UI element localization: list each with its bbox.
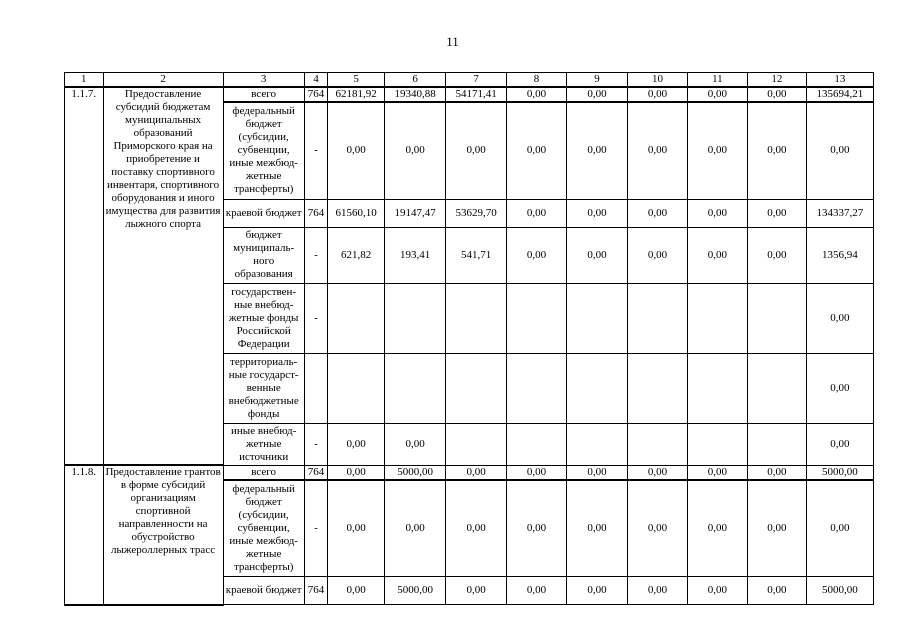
- table-cell: 0,00: [687, 102, 747, 199]
- table-cell: 0,00: [446, 577, 507, 605]
- funding-source: краевой бюджет: [223, 199, 304, 227]
- item-name: Предоставление грантов в форме субсидий организациям спортивной направленности на обустройство лыжероллерных трасс: [103, 465, 223, 605]
- funding-source: всего: [223, 465, 304, 480]
- table-cell: 193,41: [385, 227, 446, 283]
- page-number: 11: [446, 34, 459, 49]
- table-cell: 764: [304, 465, 327, 480]
- table-cell: 541,71: [446, 227, 507, 283]
- table-cell: 0,00: [806, 353, 873, 423]
- table-cell: 0,00: [747, 87, 806, 102]
- table-cell: 19340,88: [385, 87, 446, 102]
- table-cell: [687, 283, 747, 353]
- table-cell: [385, 283, 446, 353]
- table-cell: -: [304, 423, 327, 465]
- column-header: 6: [385, 73, 446, 88]
- table-cell: [687, 353, 747, 423]
- table-cell: [627, 423, 687, 465]
- table-cell: 19147,47: [385, 199, 446, 227]
- table-cell: 0,00: [687, 199, 747, 227]
- table-cell: [328, 283, 385, 353]
- table-cell: 0,00: [567, 102, 628, 199]
- item-code: 1.1.7.: [65, 87, 104, 465]
- funding-source: бюджет муниципаль-ного образования: [223, 227, 304, 283]
- table-cell: -: [304, 227, 327, 283]
- budget-table: [64, 72, 874, 606]
- table-cell: 0,00: [446, 465, 507, 480]
- column-header: 5: [328, 73, 385, 88]
- table-cell: [747, 423, 806, 465]
- table-cell: 5000,00: [385, 465, 446, 480]
- funding-source: территориаль-ные государст-венные внебюджетные фонды: [223, 353, 304, 423]
- table-cell: [747, 283, 806, 353]
- table-cell: 0,00: [328, 480, 385, 577]
- table-cell: 0,00: [627, 577, 687, 605]
- table-cell: 135694,21: [806, 87, 873, 102]
- table-cell: 0,00: [446, 102, 507, 199]
- table-cell: 62181,92: [328, 87, 385, 102]
- table-cell: 0,00: [627, 480, 687, 577]
- table-cell: 0,00: [627, 102, 687, 199]
- column-header: 3: [223, 73, 304, 88]
- column-header: 4: [304, 73, 327, 88]
- table-cell: 0,00: [507, 102, 567, 199]
- table-cell: [446, 423, 507, 465]
- table-cell: 0,00: [385, 102, 446, 199]
- item-name: Предоставление субсидий бюджетам муниципальных образований Приморского края на приобретение и поставку спортивного инвентаря, спортивного оборудования и иного имущества для развития лыжного спорта: [103, 87, 223, 465]
- table-cell: [446, 283, 507, 353]
- table-cell: [385, 353, 446, 423]
- table-cell: [446, 353, 507, 423]
- table-cell: 0,00: [747, 102, 806, 199]
- table-cell: 764: [304, 577, 327, 605]
- table-cell: [627, 353, 687, 423]
- table-cell: 0,00: [328, 423, 385, 465]
- funding-source: федеральный бюджет (субсидии, субвенции, иные межбюд-жетные трансферты): [223, 480, 304, 577]
- table-cell: [328, 353, 385, 423]
- table-cell: 0,00: [627, 465, 687, 480]
- table-cell: 0,00: [627, 199, 687, 227]
- table-cell: [304, 353, 327, 423]
- table-cell: 53629,70: [446, 199, 507, 227]
- table-cell: [507, 283, 567, 353]
- table-cell: 0,00: [446, 480, 507, 577]
- table-cell: -: [304, 283, 327, 353]
- table-cell: 0,00: [806, 102, 873, 199]
- column-header: 12: [747, 73, 806, 88]
- table-cell: 1356,94: [806, 227, 873, 283]
- table-cell: 0,00: [567, 577, 628, 605]
- table-cell: [627, 283, 687, 353]
- column-header: 8: [507, 73, 567, 88]
- table-cell: [507, 423, 567, 465]
- table-cell: 0,00: [687, 577, 747, 605]
- table-cell: 0,00: [747, 480, 806, 577]
- column-header: 7: [446, 73, 507, 88]
- table-cell: 0,00: [567, 227, 628, 283]
- table-cell: 0,00: [806, 283, 873, 353]
- table-cell: 0,00: [385, 423, 446, 465]
- table-cell: 5000,00: [806, 577, 873, 605]
- table-cell: 61560,10: [328, 199, 385, 227]
- table-cell: 0,00: [507, 227, 567, 283]
- funding-source: государствен-ные внебюд-жетные фонды Российской Федерации: [223, 283, 304, 353]
- table-cell: 134337,27: [806, 199, 873, 227]
- table-cell: 0,00: [385, 480, 446, 577]
- table-cell: 0,00: [806, 480, 873, 577]
- table-cell: 0,00: [507, 199, 567, 227]
- funding-source: всего: [223, 87, 304, 102]
- table-cell: 0,00: [747, 199, 806, 227]
- table-cell: 0,00: [747, 465, 806, 480]
- table-cell: 0,00: [567, 87, 628, 102]
- column-header: 11: [687, 73, 747, 88]
- table-cell: 621,82: [328, 227, 385, 283]
- table-cell: 5000,00: [806, 465, 873, 480]
- column-header: 13: [806, 73, 873, 88]
- funding-source: иные внебюд-жетные источники: [223, 423, 304, 465]
- table-cell: -: [304, 102, 327, 199]
- table-row: [65, 87, 874, 102]
- table-cell: 0,00: [507, 480, 567, 577]
- table-cell: 0,00: [567, 199, 628, 227]
- table-cell: 0,00: [507, 87, 567, 102]
- table-cell: 0,00: [507, 577, 567, 605]
- item-code: 1.1.8.: [65, 465, 104, 605]
- table-cell: 764: [304, 87, 327, 102]
- table-cell: 0,00: [627, 227, 687, 283]
- table-cell: 0,00: [328, 465, 385, 480]
- table-cell: 0,00: [328, 577, 385, 605]
- column-header: 1: [65, 73, 104, 88]
- table-row: [65, 465, 874, 480]
- table-cell: 0,00: [747, 227, 806, 283]
- funding-source: краевой бюджет: [223, 577, 304, 605]
- table-cell: 0,00: [806, 423, 873, 465]
- table-cell: [567, 283, 628, 353]
- column-header: 9: [567, 73, 628, 88]
- funding-source: федеральный бюджет (субсидии, субвенции, иные межбюд-жетные трансферты): [223, 102, 304, 199]
- column-header: 2: [103, 73, 223, 88]
- table-cell: 0,00: [567, 480, 628, 577]
- table-cell: [567, 353, 628, 423]
- table-cell: -: [304, 480, 327, 577]
- table-cell: 0,00: [747, 577, 806, 605]
- table-cell: 0,00: [687, 480, 747, 577]
- table-cell: 0,00: [567, 465, 628, 480]
- table-cell: [747, 353, 806, 423]
- table-cell: [567, 423, 628, 465]
- table-cell: 0,00: [627, 87, 687, 102]
- table-cell: [507, 353, 567, 423]
- table-cell: 0,00: [687, 465, 747, 480]
- table-cell: 0,00: [687, 87, 747, 102]
- table-cell: 764: [304, 199, 327, 227]
- table-cell: 0,00: [507, 465, 567, 480]
- table-cell: [687, 423, 747, 465]
- column-header: 10: [627, 73, 687, 88]
- column-number-row: [65, 73, 874, 88]
- table-cell: 0,00: [328, 102, 385, 199]
- table-cell: 0,00: [687, 227, 747, 283]
- table-cell: 5000,00: [385, 577, 446, 605]
- table-cell: 54171,41: [446, 87, 507, 102]
